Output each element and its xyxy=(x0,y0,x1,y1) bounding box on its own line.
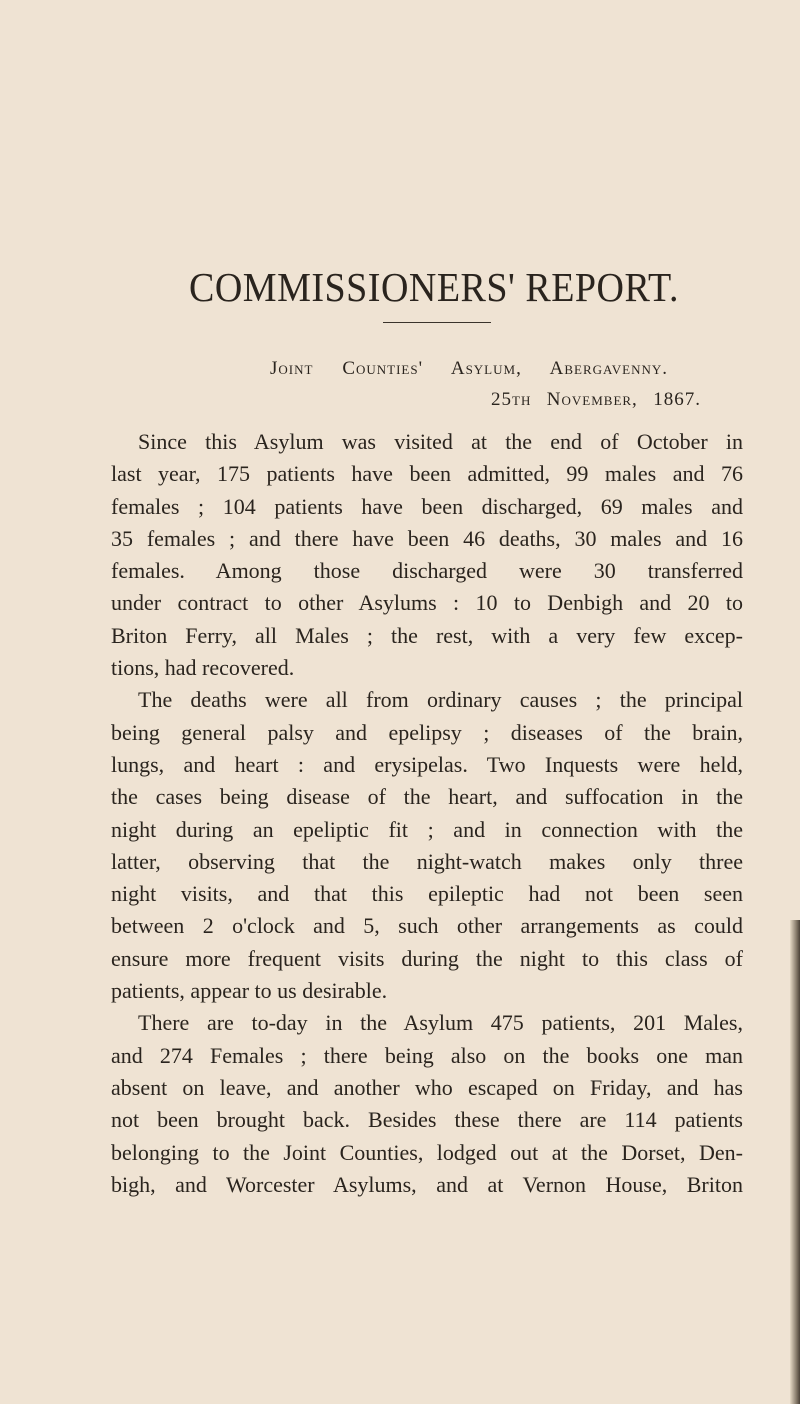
text-line: Since this Asylum was visited at the end of October in xyxy=(138,429,743,454)
text-line: and 274 Females ; there being also on the books one man xyxy=(111,1042,743,1068)
text-line: ensure more frequent visits during the night to this class of xyxy=(111,945,743,971)
text-line: bigh, and Worcester Asylums, and at Vernon House, Briton xyxy=(111,1171,743,1197)
page-title: COMMISSIONERS' REPORT. xyxy=(189,265,679,311)
text-line: night during an epeliptic fit ; and in connection with the xyxy=(111,816,743,842)
text-line: not been brought back. Besides these there are 114 patients xyxy=(111,1107,743,1133)
text-line: patients, appear to us desirable. xyxy=(111,978,388,1004)
text-line: females ; 104 patients have been discharged, 69 males and xyxy=(111,493,743,519)
text-line: under contract to other Asylums : 10 to Denbigh and 20 to xyxy=(111,590,743,616)
text-line: tions, had recovered. xyxy=(111,655,295,681)
text-line: Briton Ferry, all Males ; the rest, with a very few excep- xyxy=(111,622,743,648)
title-divider xyxy=(383,322,491,323)
text-line: 35 females ; and there have been 46 deaths, 30 males and 16 xyxy=(111,525,743,551)
letter-date: 25th November, 1867. xyxy=(491,389,701,410)
letter-place: Joint Counties' Asylum, Abergavenny. xyxy=(270,358,668,379)
text-line: last year, 175 patients have been admitted, 99 males and 76 xyxy=(111,461,743,487)
text-line: between 2 o'clock and 5, such other arrangements as could xyxy=(111,913,743,939)
text-line: latter, observing that the night-watch makes only three xyxy=(111,848,743,874)
text-line: The deaths were all from ordinary causes ; the principal xyxy=(138,687,743,713)
text-line: There are to-day in the Asylum 475 patients, 201 Males, xyxy=(138,1010,743,1036)
report-body xyxy=(111,428,743,1203)
text-line: night visits, and that this epileptic had not been seen xyxy=(111,881,743,907)
text-line: lungs, and heart : and erysipelas. Two Inquests were held, xyxy=(111,751,743,777)
text-line: belonging to the Joint Counties, lodged out at the Dorset, Den- xyxy=(111,1139,743,1165)
page-edge xyxy=(790,920,800,1404)
text-line: being general palsy and epelipsy ; diseases of the brain, xyxy=(111,719,743,745)
text-line: the cases being disease of the heart, and suffocation in the xyxy=(111,784,743,810)
text-line: females. Among those discharged were 30 transferred xyxy=(111,558,743,584)
text-line: absent on leave, and another who escaped on Friday, and has xyxy=(111,1074,743,1100)
